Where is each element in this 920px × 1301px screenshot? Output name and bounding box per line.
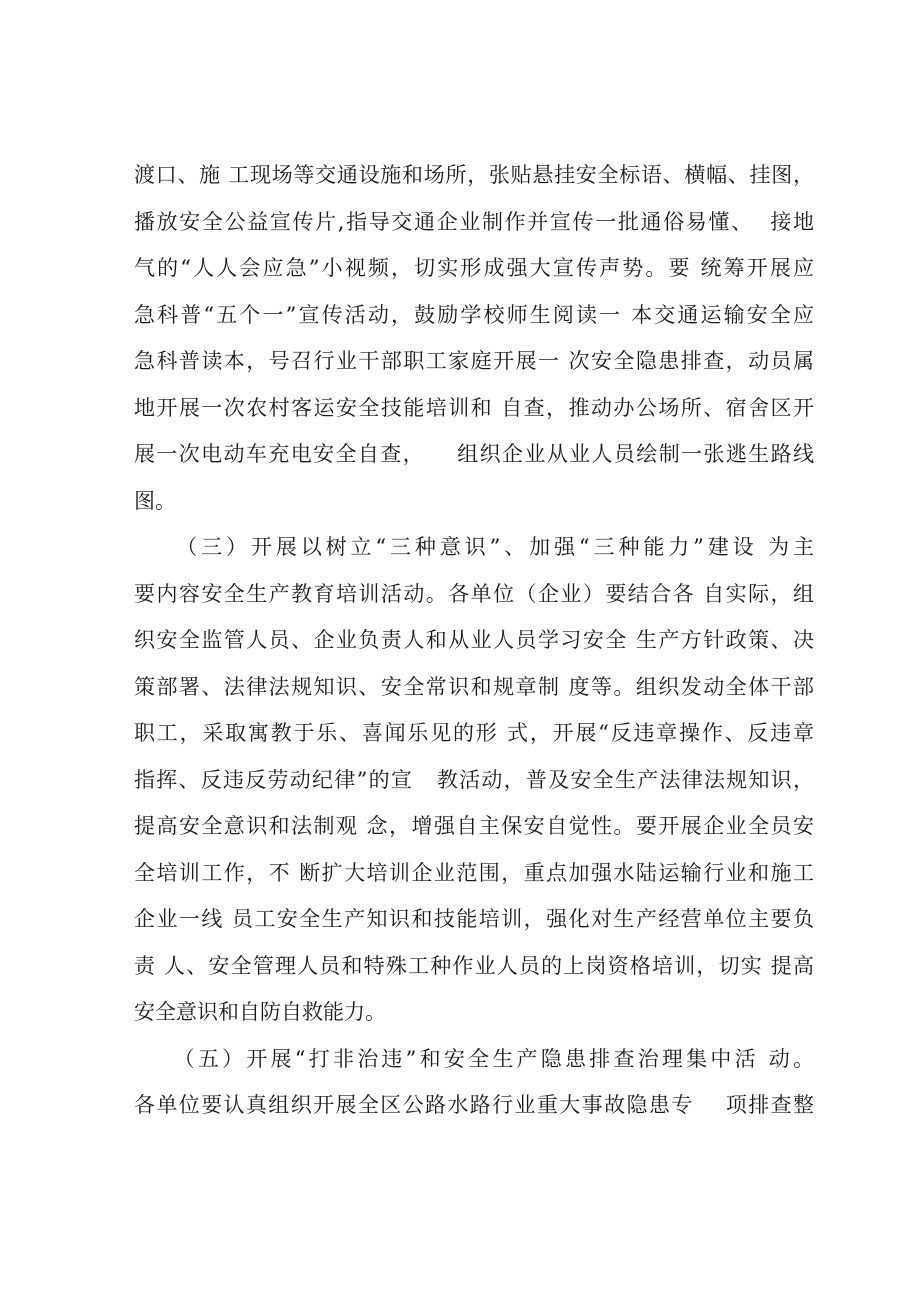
text-line: 织安全监管人员、企业负责人和从业人员学习安全 生产方针政策、决	[134, 628, 814, 652]
paragraph-2	[134, 524, 814, 1036]
paragraph-3	[134, 1036, 814, 1129]
paragraph-1	[134, 152, 814, 524]
document-body	[134, 152, 814, 1129]
text-line: 责 人、安全管理人员和特殊工种作业人员的上岗资格培训，切实 提高	[134, 953, 814, 978]
text-line: （三）开展以树立“三种意识”、加强“三种能力”建设 为主	[134, 535, 814, 559]
text-line: 地开展一次农村客运安全技能培训和 自查，推动办公场所、宿舍区开	[134, 395, 814, 420]
text-line: 全培训工作，不 断扩大培训企业范围，重点加强水陆运输行业和施工	[134, 860, 814, 885]
text-line: 要内容安全生产教育培训活动。各单位（企业）要结合各 自实际，组	[134, 581, 814, 606]
text-line: 渡口、施 工现场等交通设施和场所，张贴悬挂安全标语、横幅、挂图，	[134, 163, 814, 187]
text-line: （五）开展“打非治违”和安全生产隐患排查治理集中活 动。	[134, 1046, 814, 1071]
text-line: 展一次电动车充电安全自查， 组织企业从业人员绘制一张逃生路线	[134, 442, 814, 466]
text-line: 播放安全公益宣传片,指导交通企业制作并宣传一批通俗易懂、 接地	[134, 209, 814, 234]
text-line: 策部署、法律法规知识、安全常识和规章制 度等。组织发动全体干部	[134, 674, 814, 699]
text-line: 企业一线 员工安全生产知识和技能培训，强化对生产经营单位主要负	[134, 907, 814, 931]
text-line: 提高安全意识和法制观 念，增强自主保安自觉性。要开展企业全员安	[134, 814, 814, 838]
text-line: 图。	[134, 488, 176, 513]
text-line: 安全意识和自防自救能力。	[134, 1000, 386, 1024]
text-line: 急科普“五个一”宣传活动，鼓励学校师生阅读一 本交通运输安全应	[134, 302, 814, 327]
text-line: 气的“人人会应急”小视频，切实形成强大宣传声势。要 统筹开展应	[134, 256, 814, 280]
text-line: 各单位要认真组织开展全区公路水路行业重大事故隐患专 项排查整	[134, 1093, 814, 1117]
text-line: 指挥、反违反劳动纪律”的宣 教活动，普及安全生产法律法规知识，	[134, 767, 814, 792]
text-line: 职工，采取寓教于乐、喜闻乐见的形 式，开展“反违章操作、反违章	[134, 721, 814, 745]
text-line: 急科普读本，号召行业干部职工家庭开展一 次安全隐患排查，动员属	[134, 349, 814, 373]
